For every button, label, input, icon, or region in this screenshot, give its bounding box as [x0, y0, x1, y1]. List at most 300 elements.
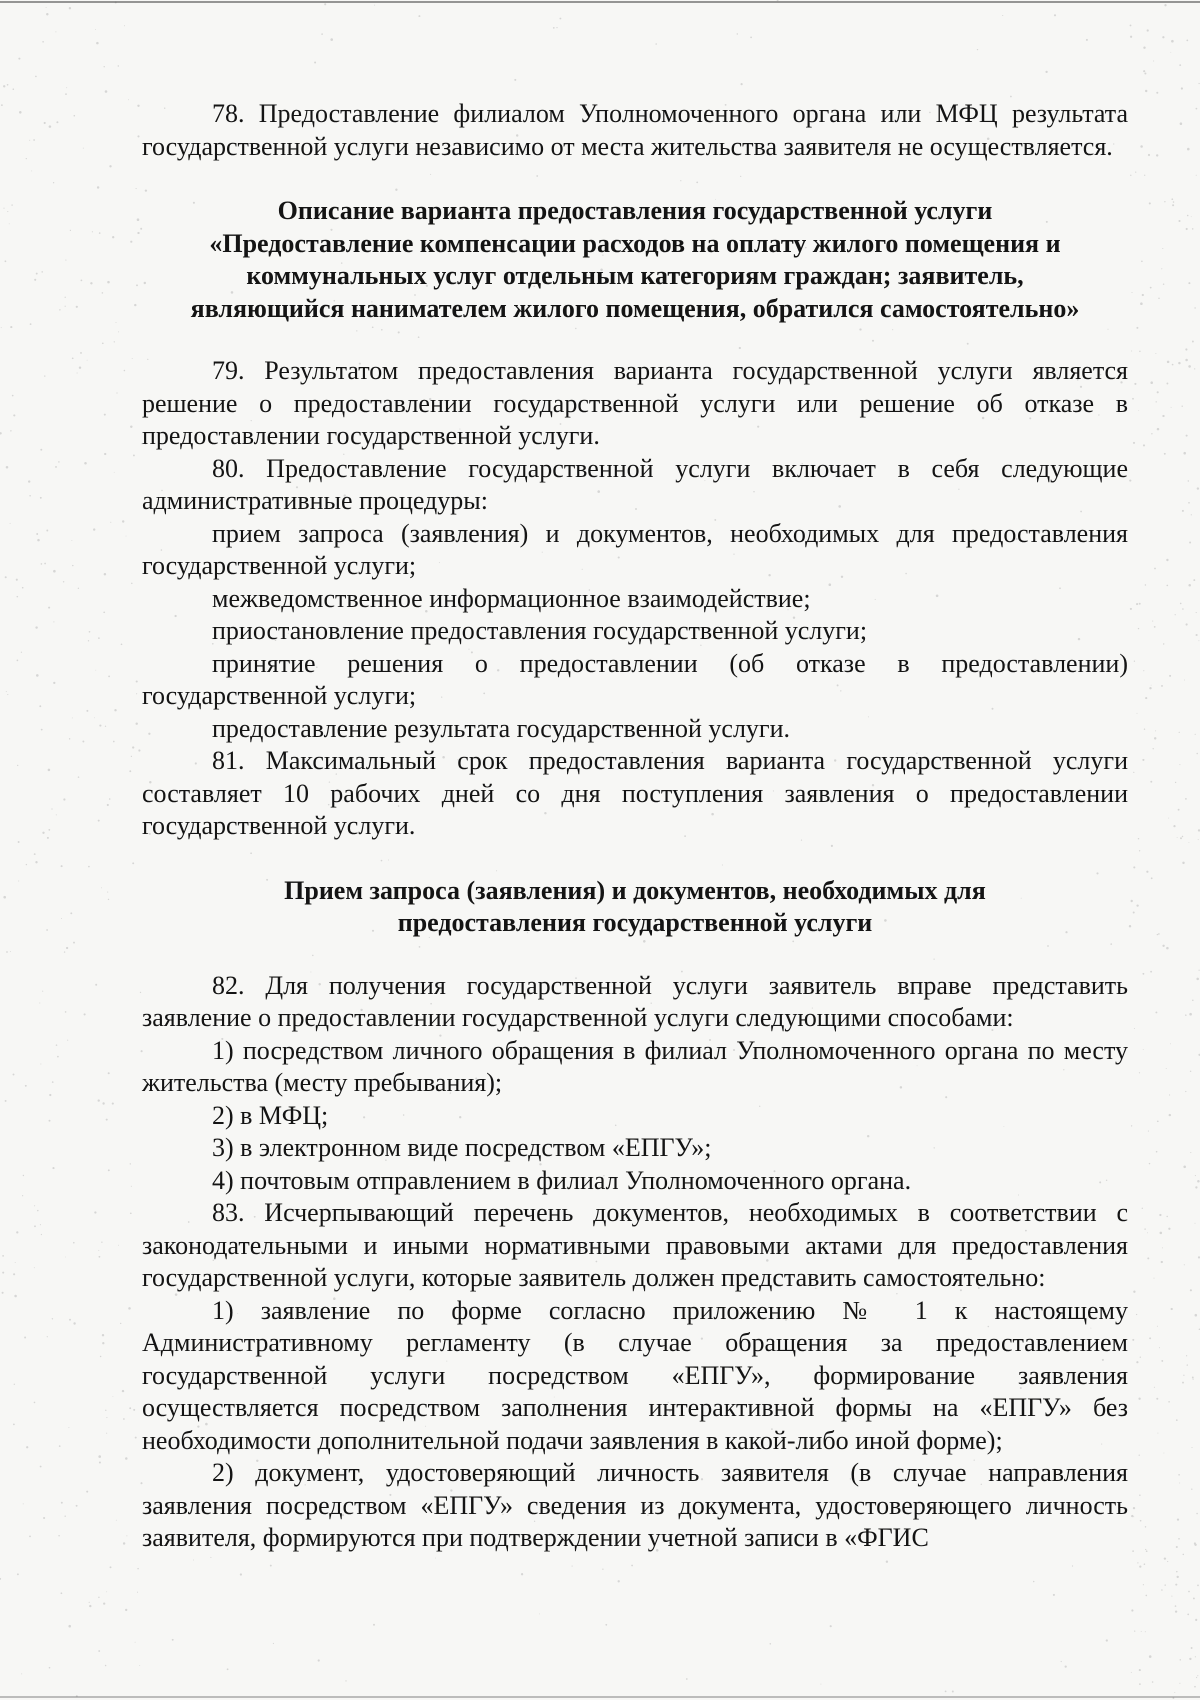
scan-speck [1193, 1597, 1195, 1599]
scan-speck [1157, 934, 1158, 935]
scan-speck [1191, 216, 1192, 217]
scan-speck [110, 1566, 112, 1568]
method-item: 2) в МФЦ; [212, 1100, 329, 1130]
scan-speck [2, 1292, 4, 1294]
scan-speck [13, 1273, 15, 1275]
scan-speck [70, 230, 71, 231]
scan-speck [101, 1242, 102, 1243]
scan-speck [1171, 1308, 1173, 1310]
scan-speck [1086, 39, 1088, 41]
scan-speck [1162, 945, 1164, 947]
scan-speck [35, 76, 37, 78]
scan-speck [92, 231, 93, 232]
scan-speck [1186, 623, 1188, 625]
scan-speck [1161, 1589, 1163, 1591]
scan-speck [137, 1592, 138, 1593]
scan-speck [43, 1517, 45, 1519]
scan-speck [1139, 850, 1140, 851]
scan-speck [1167, 1561, 1168, 1562]
scan-speck [314, 61, 316, 63]
scan-speck [73, 1322, 75, 1324]
scan-speck [1155, 730, 1156, 731]
scan-speck [1181, 87, 1183, 89]
scan-speck [1134, 1630, 1135, 1631]
scan-speck [48, 769, 51, 772]
scan-speck [13, 88, 15, 90]
scan-speck [1180, 837, 1182, 839]
scan-speck [137, 105, 139, 107]
scan-speck [69, 738, 70, 739]
scan-speck [102, 342, 104, 344]
scan-speck [1134, 1028, 1135, 1029]
scan-speck [98, 1099, 100, 1101]
scan-speck [1133, 866, 1135, 868]
scan-speck [100, 1356, 101, 1357]
scan-speck [132, 862, 134, 864]
scan-speck [1164, 4, 1166, 6]
scan-speck [1178, 809, 1180, 811]
scan-speck [1145, 697, 1147, 699]
scan-speck [134, 304, 136, 306]
scan-speck [103, 1602, 105, 1604]
scan-speck [1145, 90, 1147, 92]
scan-speck [82, 741, 84, 743]
scan-speck [56, 1044, 58, 1046]
scan-speck [1188, 502, 1190, 504]
scan-speck [104, 66, 105, 67]
scan-speck [1178, 1474, 1180, 1476]
scan-speck [1178, 220, 1180, 222]
scan-speck [98, 820, 100, 822]
scan-speck [34, 1267, 35, 1268]
scan-speck [99, 725, 101, 727]
scan-speck [0, 432, 2, 434]
scan-speck [945, 1690, 947, 1692]
scan-speck [1195, 734, 1196, 735]
scan-speck [1189, 542, 1191, 544]
scan-speck [21, 1673, 22, 1674]
scan-speck [1138, 838, 1139, 839]
scan-speck [1188, 282, 1190, 284]
scan-speck [1150, 971, 1152, 973]
scan-speck [109, 798, 111, 800]
scan-speck [1168, 1228, 1170, 1230]
scan-speck [13, 1424, 15, 1426]
scan-speck [81, 280, 83, 282]
scan-speck [1168, 818, 1169, 819]
scan-speck [1164, 1584, 1165, 1585]
scan-speck [1134, 661, 1135, 662]
scan-speck [108, 899, 109, 900]
scan-speck [1169, 1094, 1170, 1095]
scan-speck [1150, 381, 1153, 384]
scan-speck [104, 414, 106, 416]
scan-speck [128, 1307, 131, 1310]
scan-speck [1182, 836, 1183, 837]
scan-speck [3, 85, 5, 87]
scan-speck [1133, 772, 1134, 773]
scan-speck [1157, 1120, 1159, 1122]
scan-speck [1151, 685, 1152, 686]
scan-speck [1133, 911, 1135, 913]
scan-speck [122, 1390, 124, 1392]
scan-speck [318, 1659, 320, 1661]
scan-speck [95, 984, 97, 986]
scan-speck [655, 43, 657, 45]
scan-speck [1166, 559, 1168, 561]
scan-speck [1143, 1049, 1144, 1050]
method-item: 3) в электронном виде посредством «ЕПГУ»; [212, 1133, 712, 1162]
scan-speck [58, 461, 60, 463]
scan-speck [1170, 1043, 1171, 1044]
scan-speck [1194, 1542, 1196, 1544]
scan-speck [1061, 1661, 1062, 1662]
scan-speck [130, 1163, 131, 1164]
scan-speck [1189, 1013, 1192, 1016]
scan-speck [66, 87, 67, 88]
scan-speck [1162, 1247, 1163, 1248]
scan-speck [1187, 148, 1190, 151]
scan-speck [1138, 1398, 1140, 1400]
scan-speck [10, 523, 11, 524]
scan-speck [1175, 614, 1176, 615]
scan-speck [6, 951, 8, 953]
scan-speck [126, 536, 127, 537]
scan-speck [1183, 452, 1186, 455]
scan-speck [1136, 603, 1138, 605]
scan-speck [1182, 510, 1184, 512]
scan-speck [128, 99, 129, 100]
scan-speck [1153, 748, 1154, 749]
scan-speck [1142, 973, 1144, 975]
scan-speck [1152, 1681, 1154, 1683]
scan-speck [1164, 201, 1165, 202]
scan-speck [99, 1461, 101, 1463]
scan-speck [34, 853, 36, 855]
scan-speck [130, 426, 132, 428]
paragraph-83: 83. Исчерпывающий перечень документов, необходимых в соответствии с законодательными и иными нормативными правовыми актами для предоставления государственной услуги, которые заявитель должен представить самостоятельно: [142, 1198, 1128, 1292]
scan-speck [977, 49, 978, 50]
scan-speck [48, 607, 50, 609]
scan-speck [1133, 1516, 1134, 1517]
scan-speck [70, 912, 72, 914]
scan-speck [116, 322, 117, 323]
scan-speck [373, 1624, 375, 1626]
scan-speck [1, 327, 2, 328]
scan-speck [102, 1102, 104, 1104]
scan-speck [556, 27, 557, 28]
document-body [142, 98, 1128, 1555]
scan-speck [72, 357, 74, 359]
scan-speck [106, 1417, 107, 1418]
scan-speck [56, 121, 58, 123]
scan-speck [24, 1337, 26, 1339]
scan-speck [0, 1578, 1, 1580]
scan-speck [7, 694, 8, 695]
scan-speck [22, 1195, 23, 1196]
scan-speck [55, 466, 57, 468]
scan-speck [1167, 361, 1170, 364]
scan-speck [130, 1212, 132, 1214]
scan-speck [1147, 29, 1149, 31]
scan-speck [107, 804, 109, 806]
scan-speck [86, 710, 88, 712]
procedure-item: приостановление предоставления государственной услуги; [212, 616, 868, 645]
scan-speck [1136, 904, 1138, 906]
scan-speck [7, 211, 8, 212]
scan-speck [553, 27, 555, 29]
scan-speck [104, 573, 106, 575]
scan-speck [61, 918, 62, 919]
scan-speck [1132, 1550, 1134, 1552]
scan-speck [1178, 1538, 1180, 1540]
scan-speck [44, 375, 45, 376]
scan-speck [118, 65, 119, 66]
scan-speck [1156, 1151, 1158, 1153]
scan-speck [1185, 798, 1187, 800]
scan-speck [1179, 64, 1181, 66]
scan-speck [15, 1262, 16, 1263]
scan-speck [16, 1231, 18, 1233]
heading-line: коммунальных услуг отдельным категориям граждан; заявитель, [246, 261, 1024, 290]
scan-speck [120, 1323, 121, 1324]
scan-speck [106, 1119, 108, 1121]
scan-speck [737, 33, 738, 34]
scan-speck [88, 640, 89, 641]
scan-speck [76, 306, 78, 308]
scan-speck [94, 717, 95, 718]
scan-speck [1172, 1697, 1174, 1699]
scan-speck [33, 139, 35, 141]
scan-speck [53, 570, 56, 573]
scan-speck [71, 540, 72, 541]
scan-speck [1154, 568, 1156, 570]
scan-speck [1161, 268, 1162, 269]
scan-speck [72, 565, 73, 566]
scan-speck [124, 370, 126, 372]
scan-speck [14, 1384, 15, 1385]
scan-speck [84, 462, 87, 465]
scan-speck [1197, 1180, 1200, 1183]
scan-speck [1195, 1656, 1196, 1657]
scan-speck [1139, 1565, 1141, 1567]
scan-speck [64, 1515, 65, 1516]
scan-speck [1162, 415, 1164, 417]
scan-speck [1173, 201, 1175, 203]
scan-speck [1177, 1576, 1179, 1578]
scan-speck [330, 38, 333, 41]
scan-speck [1151, 877, 1153, 879]
scan-speck [1188, 842, 1189, 843]
scan-speck [53, 182, 54, 183]
scan-speck [3, 208, 4, 209]
scan-speck [1194, 1544, 1196, 1546]
scan-speck [1145, 1549, 1146, 1550]
scan-speck [26, 158, 27, 159]
scan-speck [41, 729, 43, 731]
scan-speck [98, 1650, 100, 1652]
scan-speck [1157, 1326, 1158, 1327]
scan-speck [1186, 228, 1188, 230]
scan-speck [741, 83, 743, 85]
scan-speck [1196, 978, 1199, 981]
scan-speck [1153, 60, 1154, 61]
scan-speck [1185, 1014, 1187, 1016]
heading-line: Прием запроса (заявления) и документов, необходимых для [284, 875, 986, 905]
scan-speck [1138, 628, 1139, 629]
scan-speck [1131, 1672, 1132, 1673]
scan-speck [114, 472, 115, 473]
scan-speck [374, 5, 375, 6]
scan-speck [1143, 47, 1145, 49]
scan-speck [1174, 1692, 1175, 1693]
scan-speck [79, 366, 81, 368]
scan-speck [137, 232, 139, 234]
scan-speck [65, 297, 66, 298]
scan-speck [1157, 391, 1159, 393]
scan-speck [1140, 145, 1143, 148]
scan-speck [46, 7, 47, 8]
scan-speck [1175, 1605, 1177, 1607]
scan-speck [40, 497, 42, 499]
scan-speck [72, 717, 73, 718]
scan-speck [49, 1094, 51, 1096]
scan-speck [1196, 612, 1197, 613]
scan-speck [18, 58, 20, 60]
scan-speck [1142, 1208, 1143, 1209]
scan-speck [61, 865, 63, 867]
scan-speck [418, 15, 420, 17]
scan-speck [49, 1120, 51, 1122]
scan-speck [1192, 1000, 1194, 1002]
scan-speck [103, 611, 105, 613]
scan-speck [23, 1503, 24, 1504]
scan-speck [126, 1535, 127, 1536]
scan-speck [1145, 1526, 1146, 1527]
scan-speck [1136, 1361, 1138, 1363]
scan-speck [10, 951, 11, 952]
scan-speck [1140, 302, 1143, 305]
scan-speck [1195, 1186, 1197, 1188]
scan-speck [61, 1592, 63, 1594]
scan-speck [47, 1336, 48, 1337]
scan-speck [77, 372, 78, 373]
scan-speck [1148, 154, 1150, 156]
scan-speck [1154, 1387, 1155, 1388]
scan-speck [1178, 362, 1180, 364]
scan-speck [1144, 72, 1146, 74]
scan-speck [89, 1602, 90, 1603]
scan-speck [1186, 1355, 1187, 1356]
scan-speck [1163, 1453, 1164, 1454]
scan-speck [42, 832, 44, 834]
scan-speck [137, 1568, 139, 1570]
scan-speck [83, 148, 84, 149]
scan-speck [67, 1040, 68, 1041]
scan-speck [1194, 368, 1195, 369]
paragraph-81: 81. Максимальный срок предоставления варианта государственной услуги составляет 10 рабочих дней со дня поступления заявления о предоставлении государственной услуги. [142, 746, 1128, 840]
scan-speck [1182, 862, 1184, 864]
scan-speck [1159, 1214, 1161, 1216]
scan-speck [1157, 428, 1160, 431]
scan-speck [84, 1013, 86, 1015]
scan-speck [46, 13, 48, 15]
scan-speck [18, 880, 19, 881]
heading-line: Описание варианта предоставления государственной услуги [277, 196, 993, 225]
scan-speck [1160, 1232, 1163, 1235]
scan-speck [1134, 383, 1136, 385]
scan-speck [1171, 198, 1173, 200]
scan-speck [1183, 1166, 1186, 1169]
scan-speck [1137, 1562, 1138, 1563]
scan-speck [122, 520, 124, 522]
paragraph-78: 78. Предоставление филиалом Уполномоченного органа или МФЦ результата государственной услуги независимо от места жительства заявителя не осуществляется. [142, 99, 1128, 161]
scan-speck [5, 576, 7, 578]
scan-speck [52, 1081, 54, 1083]
scan-speck [1186, 435, 1188, 437]
scan-speck [132, 358, 133, 359]
scan-speck [65, 1011, 67, 1013]
scan-speck [35, 861, 37, 863]
scan-speck [1179, 1483, 1180, 1484]
scan-speck [76, 1695, 78, 1697]
scan-speck [1196, 175, 1197, 176]
heading-line: являющийся нанимателем жилого помещения, обратился самостоятельно» [190, 293, 1080, 323]
scan-speck [109, 165, 111, 167]
scan-speck [1053, 1594, 1055, 1596]
scan-speck [1146, 1550, 1148, 1552]
section-heading-request [142, 875, 1128, 940]
paragraph-79: 79. Результатом предоставления варианта государственной услуги является решение о предоставлении государственной услуги или решение об отказе в предоставлении государственной услуги. [142, 356, 1128, 450]
scan-speck [13, 1074, 15, 1076]
scan-speck [1176, 1571, 1178, 1573]
scan-speck [210, 1557, 211, 1558]
scan-speck [1171, 40, 1174, 43]
scan-speck [116, 392, 117, 393]
scan-speck [1141, 1631, 1142, 1632]
scan-speck [1159, 1347, 1160, 1348]
scan-speck [5, 1100, 7, 1102]
scan-speck [1147, 1232, 1148, 1233]
scan-speck [116, 1520, 117, 1521]
scan-speck [1072, 1565, 1073, 1566]
scan-speck [59, 309, 60, 310]
scan-speck [125, 1457, 128, 1460]
scan-speck [1191, 1647, 1193, 1649]
scan-speck [30, 323, 32, 325]
scan-speck [69, 1319, 71, 1321]
scan-speck [1172, 364, 1174, 366]
scan-speck [1161, 1360, 1163, 1362]
scan-speck [1149, 1163, 1150, 1164]
scan-speck [1184, 680, 1185, 681]
scan-speck [1136, 327, 1138, 329]
scan-speck [1164, 1557, 1166, 1559]
scan-speck [1140, 1520, 1142, 1522]
scan-speck [539, 1613, 540, 1614]
scan-speck [1132, 1339, 1134, 1341]
scan-speck [1, 104, 3, 106]
scan-speck [1156, 1398, 1158, 1400]
scan-speck [46, 530, 48, 532]
scan-speck [98, 637, 100, 639]
scan-speck [1188, 365, 1191, 368]
scan-speck [1185, 359, 1188, 362]
scan-speck [1130, 24, 1132, 26]
scan-speck [1137, 713, 1138, 714]
scan-speck [1166, 1216, 1167, 1217]
scan-speck [35, 626, 37, 628]
